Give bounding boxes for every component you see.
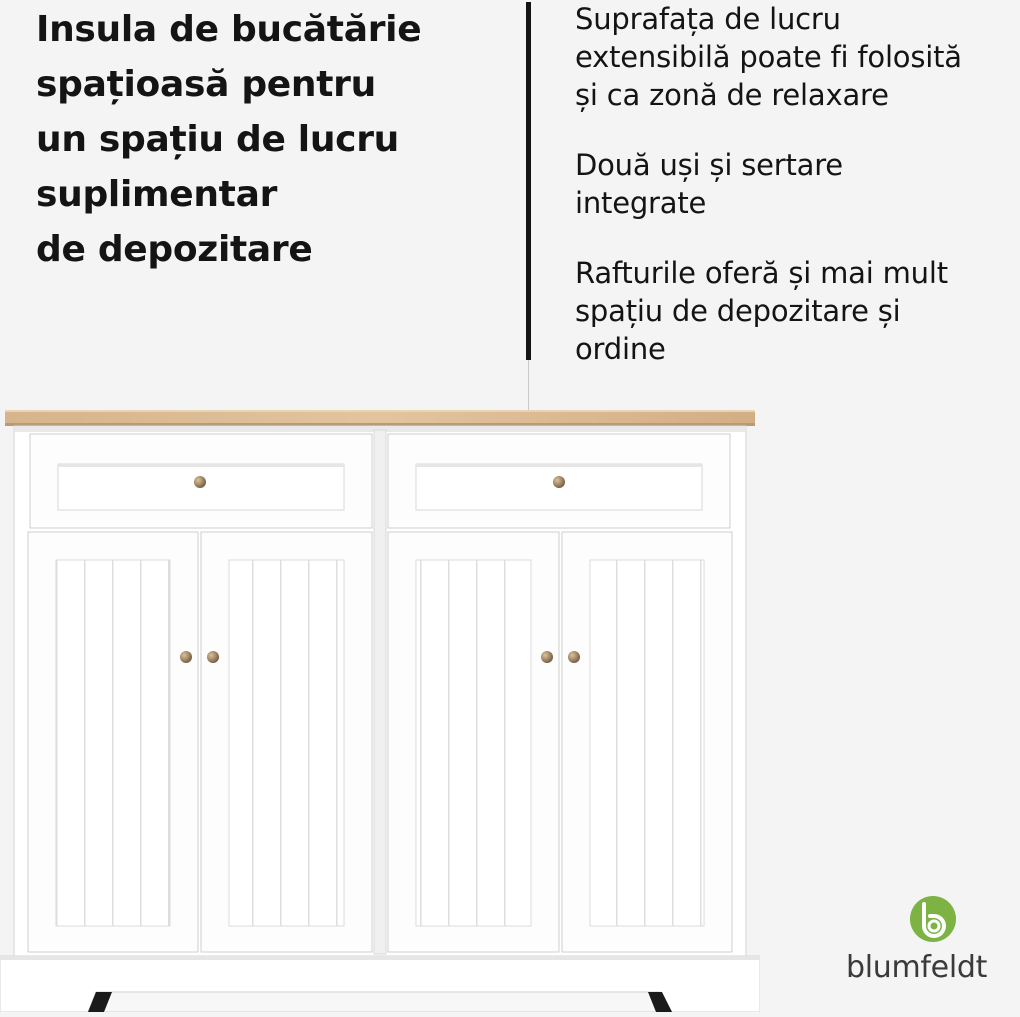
product-image [0,400,760,1012]
feature-item [575,0,1020,114]
feature-1-line-2: extensibilă poate fi folosită [575,40,962,74]
feature-item [575,146,1020,222]
feature-3-line-3: ordine [575,332,666,366]
headline-line-2: spațioasă pentru [36,64,376,105]
vertical-divider [526,2,531,360]
wooden-worktop [5,410,755,425]
door-4 [562,532,732,952]
brand [846,892,1020,992]
feature-3-line-1: Rafturile oferă și mai mult [575,256,948,290]
feature-item [575,254,1020,368]
headline-line-4: suplimentar [36,174,278,215]
headline-line-3: un spațiu de lucru [36,119,400,160]
headline-line-5: de depozitare [36,229,313,270]
leaf-b-logo-icon [908,894,958,944]
kitchen-island-cabinet [0,400,760,1012]
feature-1-line-3: și ca zonă de relaxare [575,78,889,112]
door-2 [201,532,372,952]
door-3 [388,532,559,952]
drawer-left [30,434,372,528]
brand-name: blumfeldt [846,950,988,985]
headline-line-1: Insula de bucătărie [36,9,422,50]
feature-1-line-1: Suprafața de lucru [575,2,841,36]
feature-2-line-2: integrate [575,186,707,220]
feature-2-line-1: Două uși și sertare [575,148,843,182]
feature-3-line-2: spațiu de depozitare și [575,294,901,328]
feature-list [575,0,1020,400]
drawer-right [388,434,730,528]
headline [36,2,506,277]
door-1 [28,532,198,952]
